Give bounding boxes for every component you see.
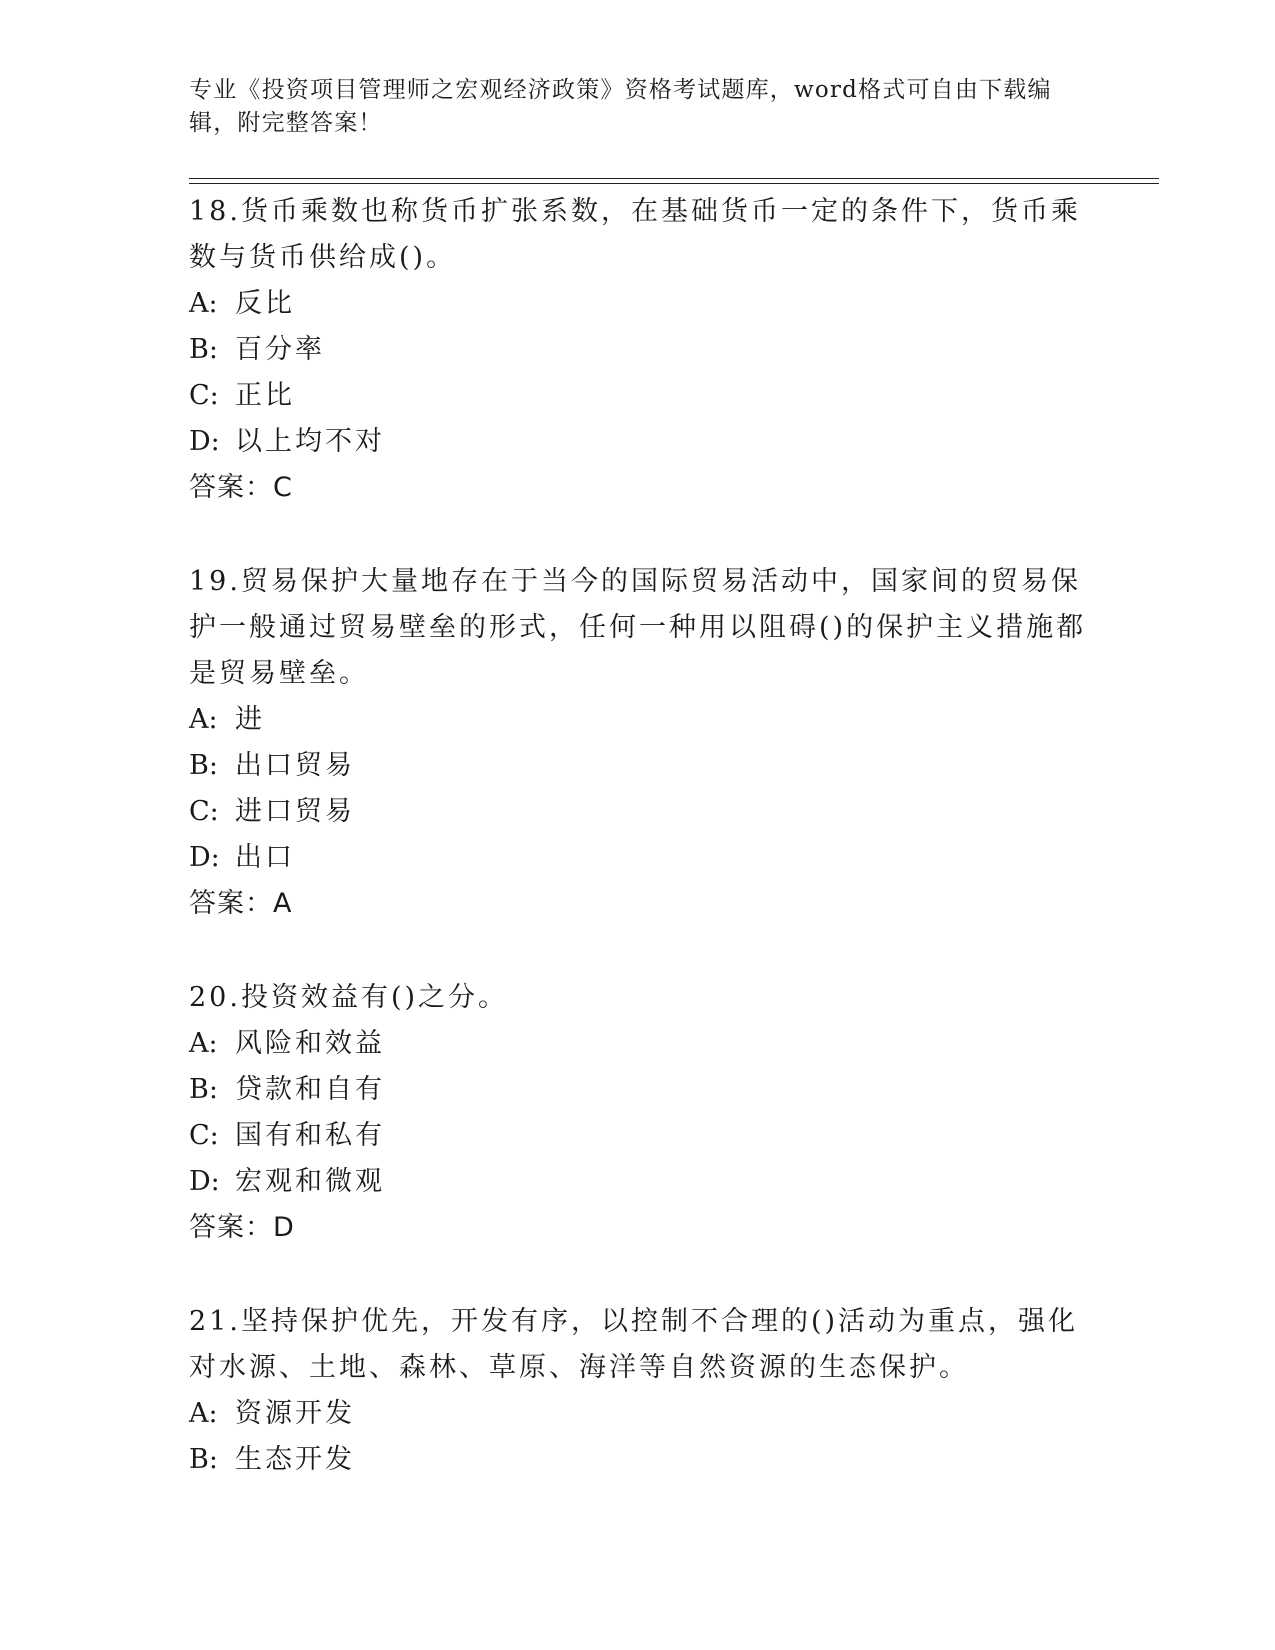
question-stem: 18.货币乘数也称货币扩张系数，在基础货币一定的条件下，货币乘数与货币供给成()。 [189,196,1081,273]
option-text: 贷款和自有 [235,1074,385,1105]
option-key: B: [189,334,218,365]
option-key: D: [189,842,220,873]
option-text: 进口贸易 [235,796,355,827]
question-20 [189,975,1089,1251]
option-text: 宏观和微观 [235,1166,385,1197]
option-b [189,327,1089,373]
header-divider-top [189,178,1159,179]
option-b [189,743,1089,789]
option-key: B: [189,750,218,781]
option-text: 以上均不对 [235,426,385,457]
header-divider-bottom [189,183,1159,184]
option-a [189,1391,1089,1437]
option-key: B: [189,1444,218,1475]
option-text: 进 [235,704,265,735]
option-key: C: [189,1120,219,1151]
option-text: 出口贸易 [235,750,355,781]
option-c [189,373,1089,419]
option-key: A: [189,288,218,319]
option-text: 反比 [235,288,295,319]
option-key: D: [189,1166,220,1197]
option-text: 国有和私有 [235,1120,385,1151]
option-b [189,1437,1089,1483]
option-text: 风险和效益 [235,1028,385,1059]
question-list [189,189,1089,1531]
option-text: 正比 [235,380,295,411]
option-text: 出口 [235,842,295,873]
option-text: 生态开发 [235,1444,355,1475]
option-d [189,419,1089,465]
option-c [189,1113,1089,1159]
option-text: 资源开发 [235,1398,355,1429]
question-19 [189,559,1089,927]
question-stem: 20.投资效益有()之分。 [189,982,509,1013]
answer-line: 答案：A [189,888,293,919]
answer-line: 答案：D [189,1212,295,1243]
option-c [189,789,1089,835]
question-18 [189,189,1089,511]
option-a [189,697,1089,743]
question-stem: 21.坚持保护优先，开发有序，以控制不合理的()活动为重点，强化对水源、土地、森林、草原、海洋等自然资源的生态保护。 [189,1306,1079,1383]
option-a [189,1021,1089,1067]
option-a [189,281,1089,327]
option-key: B: [189,1074,218,1105]
option-key: C: [189,796,219,827]
option-key: A: [189,1028,218,1059]
option-key: A: [189,704,218,735]
question-stem: 19.贸易保护大量地存在于当今的国际贸易活动中，国家间的贸易保护一般通过贸易壁垒的形式，任何一种用以阻碍()的保护主义措施都是贸易壁垒。 [189,566,1087,689]
option-d [189,1159,1089,1205]
option-key: D: [189,426,220,457]
option-key: C: [189,380,219,411]
option-key: A: [189,1398,218,1429]
option-b [189,1067,1089,1113]
option-d [189,835,1089,881]
answer-line: 答案：C [189,472,293,503]
question-21 [189,1299,1089,1483]
option-text: 百分率 [235,334,325,365]
document-header: 专业《投资项目管理师之宏观经济政策》资格考试题库，word格式可自由下载编辑，附完整答案！ [189,77,1052,136]
